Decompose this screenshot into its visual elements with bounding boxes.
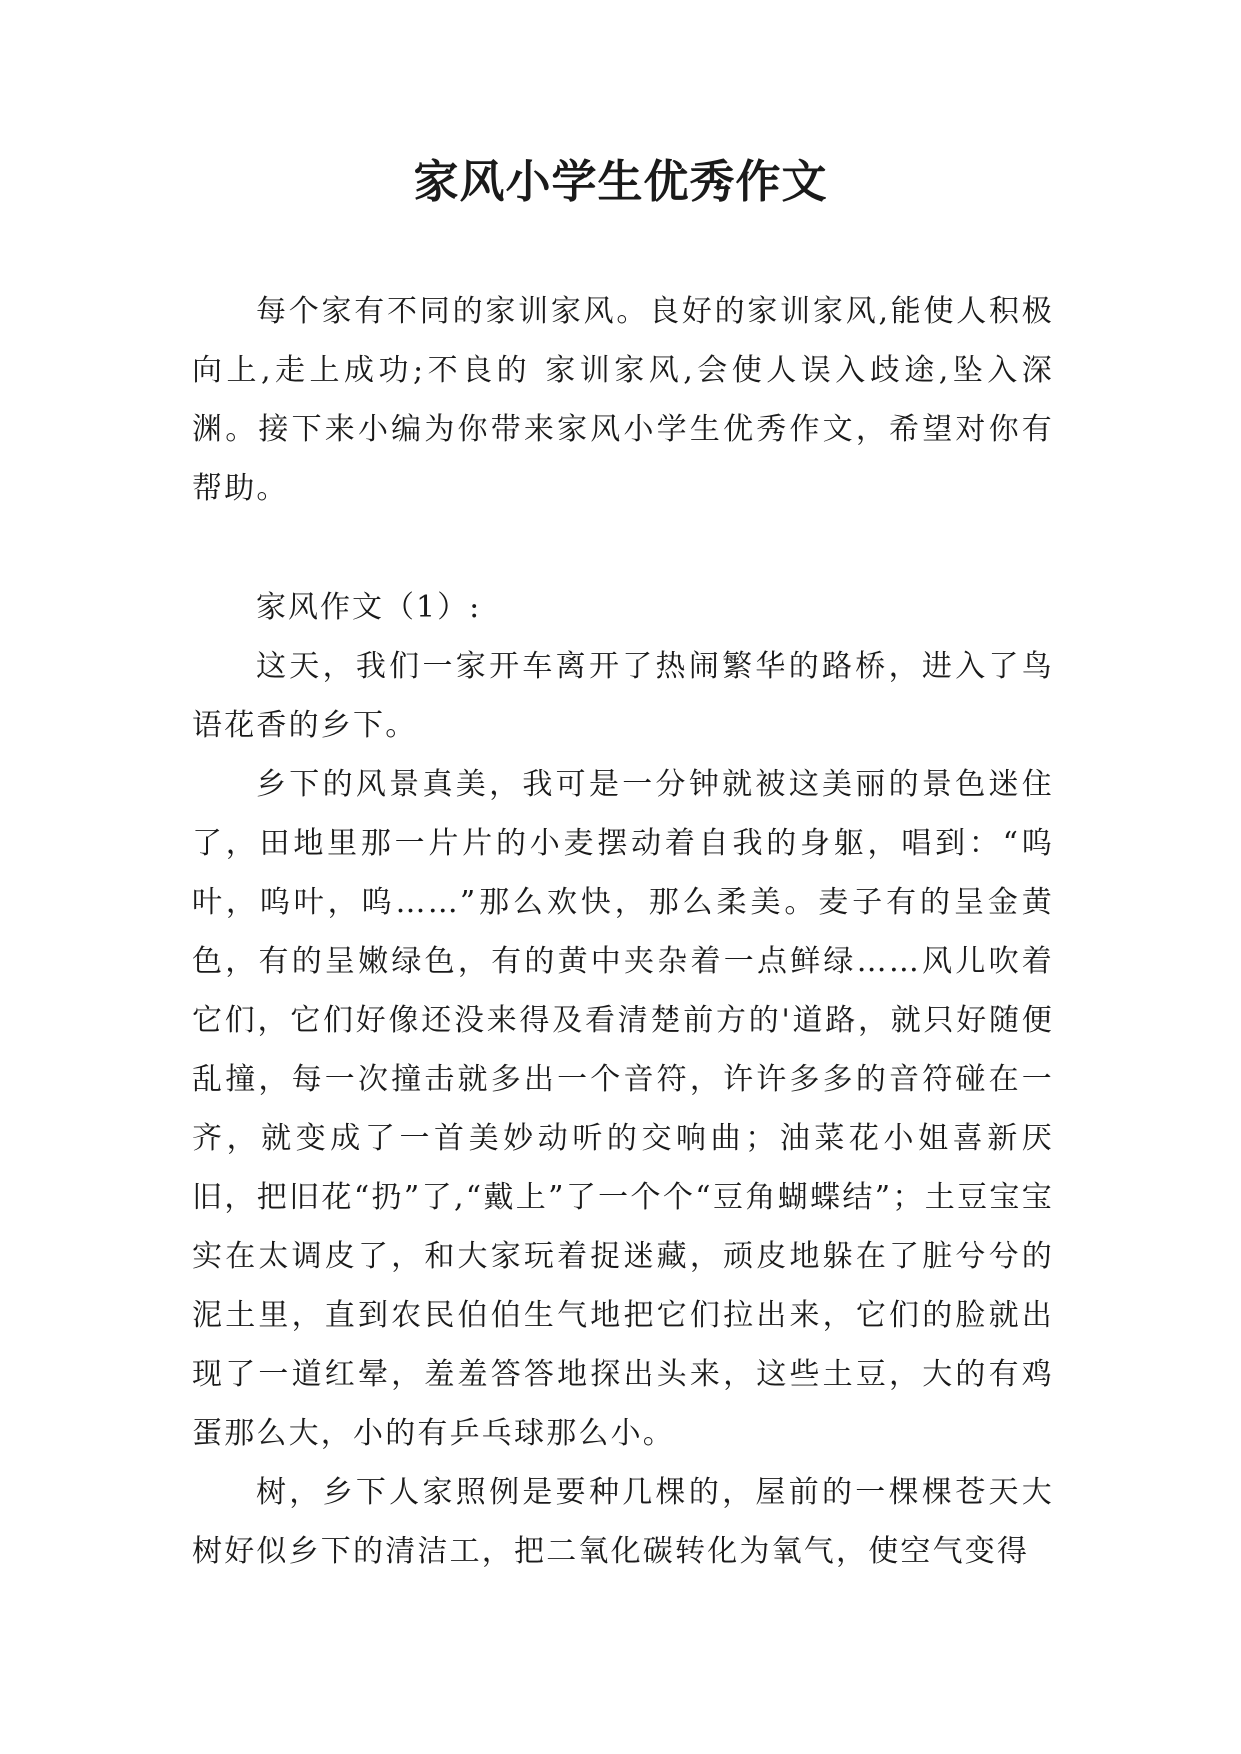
document-title: 家风小学生优秀作文 [413, 155, 828, 208]
intro-paragraph: 每个家有不同的家训家风。良好的家训家风,能使人积极向上,走上成功;不良的 家训家风,会使人误入歧途,坠入深渊。接下来小编为你带来家风小学生优秀作文，希望对你有帮助。 [192, 294, 1054, 506]
essay-section [192, 578, 1054, 1581]
essay-paragraph-1: 这天，我们一家开车离开了热闹繁华的路桥，进入了鸟语花香的乡下。 [192, 649, 1054, 743]
essay-paragraph-2: 乡下的风景真美，我可是一分钟就被这美丽的景色迷住了，田地里那一片片的小麦摆动着自我的身躯，唱到：“呜叶，呜叶，呜……”那么欢快，那么柔美。麦子有的呈金黄色，有的呈嫩绿色，有的黄中夹杂着一点鲜绿……风儿吹着它们，它们好像还没来得及看清楚前方的'道路，就只好随便乱撞，每一次撞击就多出一个音符，许许多多的音符碰在一齐，就变成了一首美妙动听的交响曲；油菜花小姐喜新厌旧，把旧花“扔”了,“戴上”了一个个“豆角蝴蝶结”；土豆宝宝实在太调皮了，和大家玩着捉迷藏，顽皮地躲在了脏兮兮的泥土里，直到农民伯伯生气地把它们拉出来，它们的脸就出现了一道红晕，羞羞答答地探出头来，这些土豆，大的有鸡蛋那么大，小的有乒乓球那么小。 [192, 767, 1054, 1451]
essay-paragraph-3: 树，乡下人家照例是要种几棵的，屋前的一棵棵苍天大树好似乡下的清洁工，把二氧化碳转化为氧气，使空气变得 [192, 1475, 1054, 1569]
essay-heading: 家风作文（1）: [256, 590, 482, 625]
intro-section [192, 282, 1054, 518]
